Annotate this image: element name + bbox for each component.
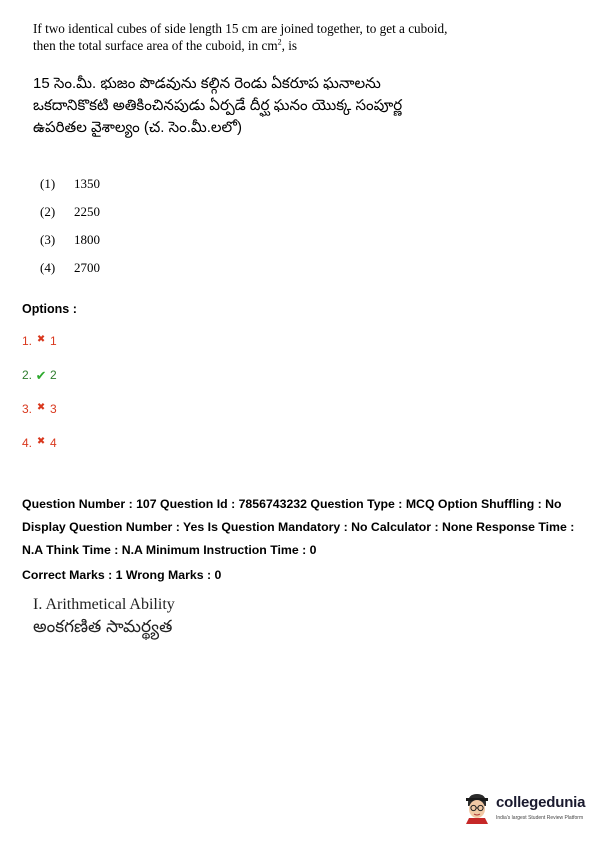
question-english (33, 20, 463, 54)
collegedunia-logo (462, 790, 592, 830)
cross-icon: ✖ (36, 334, 46, 345)
answer-choices (40, 176, 100, 288)
question-telugu-line2: ఒకదానికొకటి అతికించినపుడు ఏర్పడే దీర్ఘ ఘనం యొక్క సంపూర్ణ (33, 97, 403, 114)
question-metadata: Question Number : 107 Question Id : 7856743232 Question Type : MCQ Option Shuffling : No Display Question Number : Yes Is Question Mandatory : No Calculator : None Response Time : N.A Think Time : N.A Minimum Instruction Time : 0 (22, 497, 575, 557)
question-english-line2: then the total surface area of the cuboid, in $cm^2$, is (33, 37, 297, 53)
options-label: Options : (22, 302, 77, 316)
brand-tagline: India's largest Student Review Platform (496, 815, 584, 821)
options-list (22, 334, 57, 470)
option-item: 3. ✖ 3 (22, 402, 57, 416)
cross-icon: ✖ (36, 436, 46, 447)
question-telugu-line3: ఉపరితల వైశాల్యం (చ. సెం.మీ.లలో) (33, 119, 242, 136)
question-telugu (33, 73, 473, 139)
question-english-line1: If two identical cubes of side length 15 cm are joined together, to get a cuboid, (33, 21, 448, 36)
option-item: 2. ✔ 2 (22, 368, 57, 383)
choice-item: (4) 2700 (40, 260, 100, 275)
section-title-english: I. Arithmetical Ability (33, 596, 175, 613)
marks-info: Correct Marks : 1 Wrong Marks : 0 (22, 568, 222, 582)
cross-icon: ✖ (36, 402, 46, 413)
option-item: 4. ✖ 4 (22, 436, 57, 450)
choice-item: (2) 2250 (40, 204, 100, 219)
brand-name: collegedunia (496, 794, 586, 811)
choice-item: (1) 1350 (40, 176, 100, 191)
section-title-telugu: అంకగణిత సామర్థ్యత (33, 617, 173, 636)
question-telugu-line1: 15 సెం.మీ. భుజం పొడవును కల్గిన రెండు ఏకరూప ఘనాలను (33, 75, 381, 92)
mascot-icon (462, 790, 492, 824)
check-icon: ✔ (35, 368, 47, 383)
choice-item: (3) 1800 (40, 232, 100, 247)
option-item: 1. ✖ 1 (22, 334, 57, 348)
